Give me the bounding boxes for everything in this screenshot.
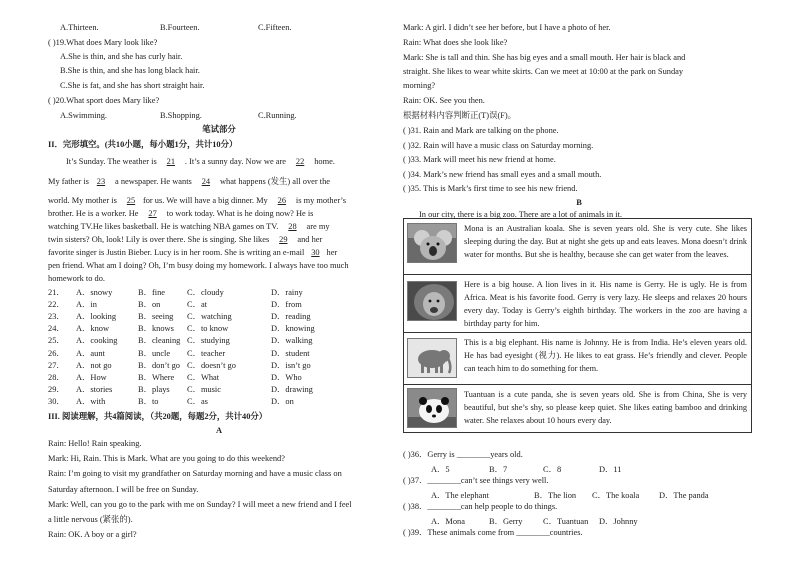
option-d[interactable]: D．Johnny [599,517,638,526]
choice-option-d[interactable]: D．Who [271,372,302,382]
choice-number: 21． [48,288,65,297]
dialog-line: Saturday afternoon. I will be free on Sunday. [48,485,199,494]
table-row [404,275,751,333]
choice-option-a[interactable]: A．stories [76,384,113,394]
choice-option-d[interactable]: D．walking [271,336,313,346]
animal-description: Here is a big house. A lion lives in it. His name is Gerry. He is ugly. He is from Africa. Meat is his favorite food. Gerry is very lazy. He sleeps and relaxes 20 hours every day. Today is Gerry’s eighth birthday. The workers in the zoo are having a birthday party for him. [464,280,747,328]
choice-option-a[interactable]: A．cooking [76,336,118,346]
cloze-line-6: twin sisters? Oh, look! Lily is over there. She is singing. She likes 29 and her [48,235,323,244]
choice-option-a[interactable]: A．in [76,300,97,310]
choice-number: 24． [48,324,65,334]
option-a[interactable]: A.Swimming. [60,111,107,120]
question-20: ( )20.What sport does Mary like? [48,96,160,105]
animal-description: Mona is an Australian koala. She is seven years old. She is very cute. She likes sleeping during the day. But at night she gets up and eats leaves. Mona doesn’t drink water for months. But she is healthy, because she can get water from the leaves. [464,224,747,259]
reading-heading: III. 阅读理解，共4篇阅读，（共20题，每题2分，共计40分） [48,412,268,421]
choice-option-b[interactable]: B．Where [138,372,175,382]
cloze-line-2: My father is 23 a newspaper. He wants 24 what happens (发生) all over the [48,177,330,186]
choice-number: 22． [48,300,65,310]
choice-option-b[interactable]: B．cleaning [138,336,181,346]
blank-28[interactable]: 28 [288,222,297,231]
animal-description: This is a big elephant. His name is Johnny. He is from India. He’s eleven years old. He has bad eyesight (视力). He likes to eat grass. He’s friendly and clever. People can teach him to do something for them. [464,338,747,373]
blank-30[interactable]: 30 [311,248,320,257]
choice-number: 23． [48,312,65,322]
lion-photo-icon [407,281,457,321]
option-c[interactable]: C.Fifteen. [258,23,292,32]
cloze-line-4: brother. He is a worker. He 27 to work today. What is he doing now? He is [48,209,314,218]
passage-b-label: B [576,198,582,207]
tf-question-31: ( )31. Rain and Mark are talking on the phone. [403,126,559,135]
animal-description: Tuantuan is a cute panda, she is seven years old. She is from China, She is very beautiful, but she’s shy, so please keep quiet. She likes eating bamboo and drinking water. She relaxes about 10 hours every day. [464,390,747,425]
option-b[interactable]: B.Fourteen. [160,23,200,32]
dialog-line: straight. She likes to wear white skirts. Can we meet at 10:00 at the park on Sunday [403,67,684,76]
option-c[interactable]: C．The koala [592,491,640,500]
table-row [404,385,751,432]
choice-option-c[interactable]: C．as [187,396,208,406]
tf-question-35: ( )35. This is Mark’s first time to see his new friend. [403,184,578,193]
elephant-photo-icon [407,338,457,378]
blank-22[interactable]: 22 [295,157,305,166]
tf-question-32: ( )32. Rain will have a music class on Saturday morning. [403,141,594,150]
choice-option-c[interactable]: C．at [187,300,208,310]
blank-25[interactable]: 25 [126,196,136,205]
option-b[interactable]: B．The lion [534,491,577,500]
choice-option-c[interactable]: C．watching [187,312,232,322]
cloze-heading: II．完形填空。(共10小题，每小题1分，共计10分） [48,140,238,149]
cloze-line-8: pen friend. What am I doing? Oh, I’m busy doing my homework. I always have too much [48,261,349,270]
option-b[interactable]: B.Shopping. [160,111,202,120]
passage-b-intro: In our city, there is a big zoo. There are a lot of animals in it. [419,210,623,219]
blank-29[interactable]: 29 [279,235,288,244]
choice-number: 25． [48,336,65,346]
choice-option-d[interactable]: D．reading [271,312,311,322]
option-c[interactable]: C.She is fat, and she has short straight hair. [60,81,205,90]
dialog-line: Rain: OK. A boy or a girl? [48,530,137,539]
dialog-line: Mark: A girl. I didn’t see her before, but I have a photo of her. [403,23,611,32]
choice-option-b[interactable]: B．to [138,396,159,406]
dialog-line: Rain: I’m going to visit my grandfather on Saturday morning and have a music class on [48,469,342,478]
choice-number: 28． [48,372,65,382]
choice-number: 29． [48,384,65,394]
option-d[interactable]: D．11 [599,465,622,474]
cloze-line-7: favorite singer is Justin Bieber. Lucy is in her room. She is writing an e-mail 30 her [48,248,338,257]
dialog-line: Mark: She is tall and thin. She has big eyes and a small mouth. Her hair is black and [403,53,686,62]
question-39: ( )39．These animals come from ________countries. [403,528,583,537]
choice-option-d[interactable]: D．rainy [271,288,303,297]
animal-table [403,218,752,433]
choice-option-c[interactable]: C．What [187,372,220,382]
choice-option-a[interactable]: A．with [76,396,106,406]
option-b[interactable]: B．7 [489,465,508,474]
option-a[interactable]: A．Mona [431,517,465,526]
choice-option-c[interactable]: C．doesn’t go [187,360,236,370]
choice-option-d[interactable]: D．on [271,396,294,406]
option-c[interactable]: C.Running. [258,111,297,120]
choice-option-b[interactable]: B．on [138,300,161,310]
question-37: ( )37．________can’t see things very well. [403,476,549,485]
choice-option-a[interactable]: A．aunt [76,348,105,358]
choice-option-d[interactable]: D．isn’t go [271,360,311,370]
dialog-line: Rain: What does she look like? [403,38,508,47]
blank-23[interactable]: 23 [96,177,106,186]
cloze-line-5: watching TV.He likes basketball. He is watching NBA games on TV. 28 are my [48,222,330,231]
dialog-line: morning? [403,81,436,90]
choice-number: 27． [48,360,65,370]
dialog-line: Rain: OK. See you then. [403,96,485,105]
choice-option-b[interactable]: B．knows [138,324,174,334]
choice-option-b[interactable]: B．uncle [138,348,171,358]
option-b[interactable]: B.She is thin, and she has long black hair. [60,66,200,75]
choice-option-b[interactable]: B．fine [138,288,165,297]
option-d[interactable]: D．The panda [659,491,709,500]
question-36: ( )36．Gerry is ________years old. [403,450,523,459]
table-row [404,333,751,385]
panda-photo-icon [407,388,457,428]
option-a[interactable]: A.She is thin, and she has curly hair. [60,52,183,61]
choice-option-a[interactable]: A．know [76,324,110,334]
tf-question-33: ( )33. Mark will meet his new friend at home. [403,155,556,164]
choice-option-b[interactable]: B．seeing [138,312,174,322]
option-b[interactable]: B．Gerry [489,517,523,526]
dialog-line: Rain: Hello! Rain speaking. [48,439,142,448]
blank-24[interactable]: 24 [201,177,211,186]
choice-option-c[interactable]: C．teacher [187,348,226,358]
table-row [404,219,751,275]
choice-option-a[interactable]: A．snowy [76,288,113,297]
option-c[interactable]: C．Tuantuan [543,517,589,526]
choice-option-d[interactable]: D．from [271,300,302,310]
cloze-line-3: world. My mother is 25 for us. We will have a big dinner. My 26 is my mother’s [48,196,347,205]
choice-option-c[interactable]: C．music [187,384,221,394]
choice-option-d[interactable]: D．knowing [271,324,315,334]
passage-a-label: A [215,426,223,435]
question-38: ( )38．________can help people to do things. [403,502,558,511]
tf-instruction: 根据材料内容判断正(T)误(F)。 [403,111,517,120]
blank-21[interactable]: 21 [166,157,175,166]
dialog-line: Mark: Hi, Rain. This is Mark. What are you going to do this weekend? [48,454,285,463]
cloze-line-9: homework to do. [48,274,105,283]
option-a[interactable]: A.Thirteen. [60,23,99,32]
choice-option-c[interactable]: C．studying [187,336,230,346]
choice-option-a[interactable]: A．not go [76,360,112,370]
dialog-line: a little nervous (紧张的). [48,515,133,524]
choice-option-c[interactable]: C．to know [187,324,229,334]
cloze-line-1: It’s Sunday. The weather is 21 . It’s a sunny day. Now we are 22 home. [66,157,335,166]
choice-option-c[interactable]: C．cloudy [187,288,224,297]
choice-option-a[interactable]: A．How [76,372,107,382]
dialog-line: Mark: Well, can you go to the park with me on Sunday? I will meet a new friend and I feel [48,500,352,509]
choice-option-b[interactable]: B．don’t go [138,360,180,370]
choice-option-a[interactable]: A．looking [76,312,117,322]
question-19: ( )19.What does Mary look like? [48,38,158,47]
choice-option-d[interactable]: D．drawing [271,384,313,394]
koala-photo-icon [407,223,457,263]
choice-option-d[interactable]: D．student [271,348,310,358]
blank-27[interactable]: 27 [148,209,157,218]
option-a[interactable]: A．5 [431,465,450,474]
choice-option-b[interactable]: B．plays [138,384,170,394]
blank-26[interactable]: 26 [277,196,287,205]
choice-number: 26． [48,348,65,358]
option-c[interactable]: C．8 [543,465,562,474]
section-written-title: 笔试部分 [202,125,236,134]
choice-number: 30． [48,396,65,406]
option-a[interactable]: A．The elephant [431,491,489,500]
tf-question-34: ( )34. Mark’s new friend has small eyes and a small mouth. [403,170,602,179]
